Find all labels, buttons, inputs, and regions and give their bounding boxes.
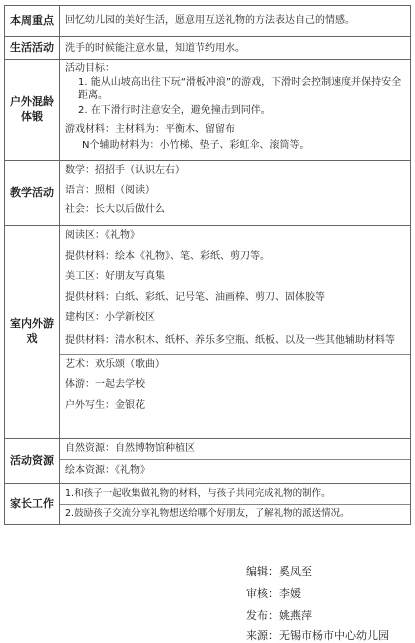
goal-item: 2. 在下滑行时注意安全，避免撞击到同伴。: [78, 104, 271, 116]
area-reading: 阅读区：《礼物》: [65, 230, 140, 241]
teaching-math: 数学：招招手（认识左右）: [65, 165, 185, 176]
goal-item: 1. 能从山坡高出往下玩“滑板冲浪”的游戏，下滑时会控制速度并保持安全距离。: [78, 76, 402, 101]
row-teaching: [5, 161, 411, 226]
row-resources: [5, 439, 411, 484]
row-label: 教学活动: [5, 161, 60, 226]
row-label: 家长工作: [5, 484, 60, 525]
area-reading-materials: 提供材料：绘本《礼物》、笔、彩纸、剪刀等。: [65, 250, 270, 262]
area-build-materials: 提供材料：清水积木、纸杯、养乐多空瓶、纸板、以及一些其他辅助材料等: [65, 334, 395, 346]
row-label: 户外混龄体锻: [5, 60, 60, 161]
reviewer-credit: 审核：李媛: [246, 587, 301, 600]
area-music: 艺术：欢乐颂（歌曲）: [65, 358, 165, 370]
row-label: 生活活动: [5, 37, 60, 60]
row-areas: [5, 226, 411, 439]
resource-book: 绘本资源：《礼物》: [65, 464, 150, 476]
focus-text: 回忆幼儿园的美好生活，愿意用互送礼物的方法表达自己的情感。: [65, 15, 355, 26]
teaching-social: 社会：长大以后做什么: [65, 204, 165, 215]
row-parents: [5, 484, 411, 525]
row-focus: [5, 6, 411, 37]
source-credit: 来源：无锡市杨市中心幼儿园: [246, 629, 389, 642]
resource-nature: 自然资源：自然博物馆种植区: [65, 443, 195, 454]
area-art: 美工区：好朋友写真集: [65, 271, 165, 282]
material-aux: N个辅助材料为：小竹梯、垫子、彩虹伞、滚筒等。: [82, 139, 310, 151]
life-text: 洗手的时候能注意水量，知道节约用水。: [65, 43, 245, 54]
area-art-materials: 提供材料：白纸、彩纸、记号笔、油画棒、剪刀、固体胶等: [65, 291, 325, 303]
material-main: 游戏材料：主材料为：平衡木、留留布: [65, 124, 235, 135]
row-label: 本周重点: [5, 6, 60, 37]
row-label: 室内外游戏: [5, 226, 60, 439]
row-label: 活动资源: [5, 439, 60, 484]
area-sketch: 户外写生：金银花: [65, 399, 145, 411]
weekly-plan-table: [4, 5, 411, 525]
editor-credit: 编辑：奚凤至: [246, 565, 312, 578]
row-life: [5, 37, 411, 60]
area-build: 建构区：小学新校区: [65, 312, 155, 323]
teaching-language: 语言：照相（阅读）: [65, 184, 155, 196]
parent-item-1: 1.和孩子一起收集做礼物的材料，与孩子共同完成礼物的制作。: [65, 488, 331, 499]
parent-item-2: 2.鼓励孩子交流分享礼物想送给哪个好朋友，了解礼物的派送情况。: [65, 507, 350, 519]
publisher-credit: 发布：姚燕萍: [246, 609, 312, 622]
goal-title: 活动目标：: [65, 63, 115, 74]
area-body: 体游：一起去学校: [65, 379, 145, 390]
row-outdoor: [5, 60, 411, 161]
